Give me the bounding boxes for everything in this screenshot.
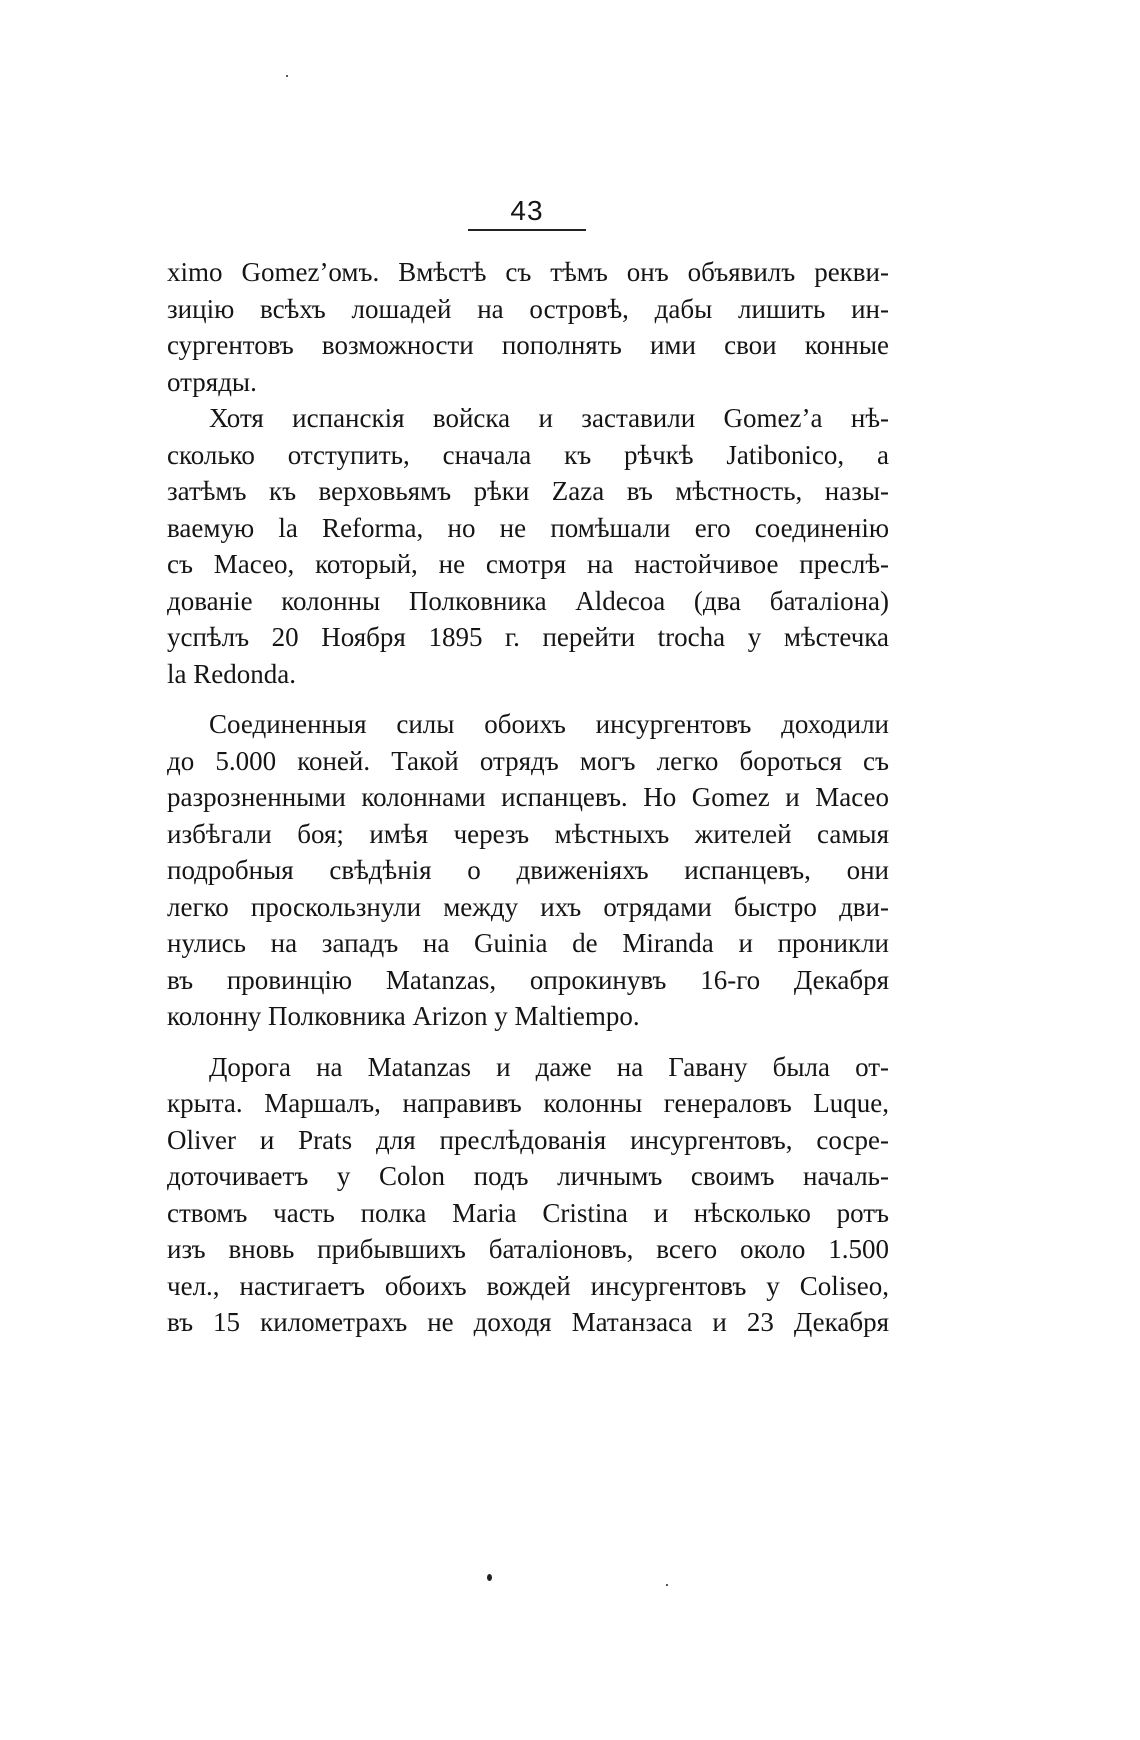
- paragraph-2: [167, 400, 889, 692]
- paragraph-4: [167, 1049, 889, 1341]
- paragraph-3: [167, 706, 889, 1035]
- paragraph-gap: [167, 1035, 889, 1049]
- text-line: колонну Полковника Arizon у Maltiempo.: [167, 1001, 640, 1031]
- text-line: крыта. Маршалъ, направивъ колонны генераловъ Luque,: [167, 1088, 889, 1118]
- text-line: въ 15 километрахъ не доходя Матанзаса и 23 Декабря: [167, 1307, 889, 1337]
- paragraph-1: [167, 254, 889, 400]
- text-line: доточиваетъ у Colon подъ личнымъ своимъ началь-: [167, 1161, 889, 1191]
- text-line: подробныя свѣдѣнія о движеніяхъ испанцевъ, они: [167, 855, 889, 885]
- text-line: зицію всѣхъ лошадей на островѣ, дабы лишить ин-: [167, 293, 889, 324]
- text-line: ваемую la Reforma, но не помѣшали его соединенію: [167, 512, 889, 543]
- text-line: разрозненными колоннами испанцевъ. Но Gomez и Масео: [167, 782, 889, 812]
- text-line: Хотя испанскія войска и заставили Gomez’а нѣ-: [209, 403, 889, 433]
- text-line: до 5.000 коней. Такой отрядъ могъ легко бороться съ: [167, 745, 889, 776]
- text-line: la Redonda.: [167, 658, 296, 689]
- text-line: сколько отступить, сначала къ рѣчкѣ Jatibonico, а: [167, 439, 889, 470]
- text-line: избѣгали боя; имѣя черезъ мѣстныхъ жителей самыя: [167, 818, 889, 849]
- print-speck: [666, 1584, 668, 1586]
- text-line: отряды.: [167, 366, 257, 397]
- text-line: съ Масео, который, не смотря на настойчивое преслѣ-: [167, 549, 889, 579]
- text-line: Дорога на Matanzas и даже на Гавану была от-: [209, 1051, 889, 1082]
- text-line: Oliver и Prats для преслѣдованія инсургентовъ, сосре-: [167, 1124, 889, 1155]
- text-line: затѣмъ къ верховьямъ рѣки Zaza въ мѣстность, назы-: [167, 476, 889, 506]
- text-line: въ провинцію Matanzas, опрокинувъ 16-го Декабря: [167, 964, 889, 995]
- text-line: дованіе колонны Полковника Aldecoa (два баталіона): [167, 585, 889, 616]
- text-line: ствомъ часть полка Maria Cristina и нѣсколько ротъ: [167, 1197, 889, 1228]
- text-line: изъ вновь прибывшихъ баталіоновъ, всего около 1.500: [167, 1234, 889, 1264]
- text-line: успѣлъ 20 Ноября 1895 г. перейти trocha у мѣстечка: [167, 622, 889, 652]
- text-line: легко проскользнули между ихъ отрядами быстро дви-: [167, 891, 889, 922]
- text-line: ximo Gomez’омъ. Вмѣстѣ съ тѣмъ онъ объявилъ рекви-: [167, 257, 889, 287]
- page-number: 43: [510, 195, 544, 226]
- page-number-area: [468, 196, 586, 226]
- paragraph-gap: [167, 692, 889, 706]
- body-text: [167, 254, 889, 1341]
- print-speck: [487, 1574, 492, 1581]
- text-line: сургентовъ возможности пополнять ими свои конные: [167, 330, 889, 360]
- print-speck: [286, 75, 288, 77]
- page-number-rule: [468, 229, 586, 231]
- text-line: Соединенныя силы обоихъ инсургентовъ доходили: [209, 709, 889, 739]
- text-line: нулись на западъ на Guinia de Miranda и проникли: [167, 928, 889, 958]
- text-line: чел., настигаетъ обоихъ вождей инсургентовъ у Coliseo,: [167, 1270, 889, 1301]
